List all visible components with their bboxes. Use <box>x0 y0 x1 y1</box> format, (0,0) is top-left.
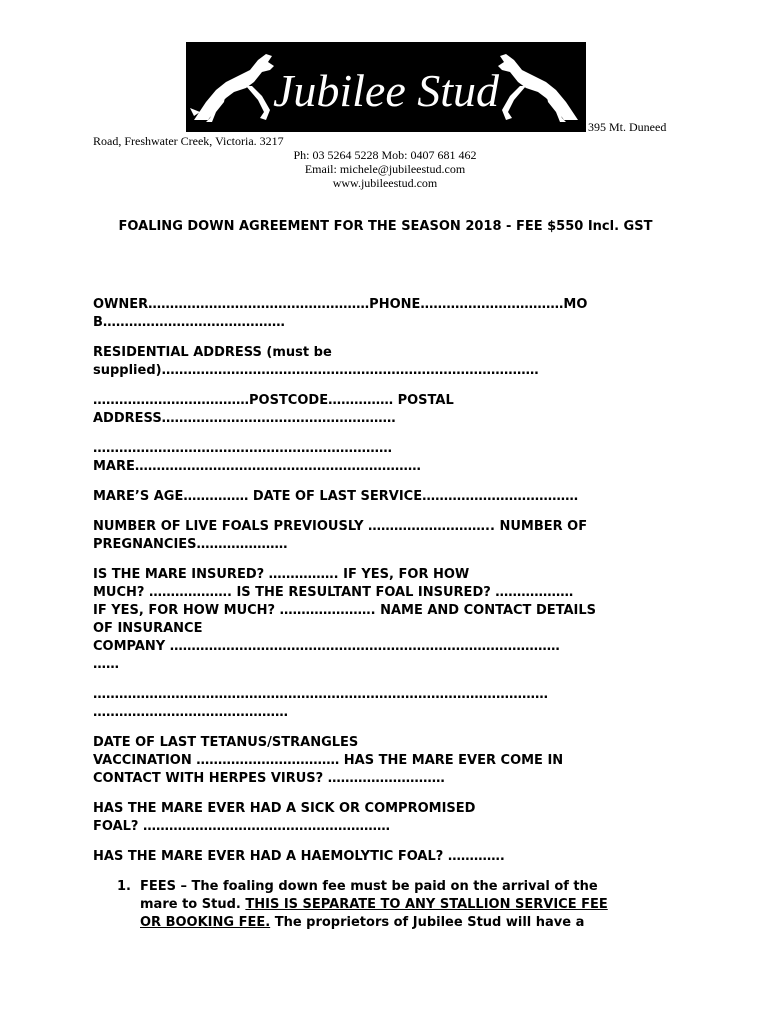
booking-fee-notice: OR BOOKING FEE. <box>140 915 271 930</box>
address-line-2: Road, Freshwater Creek, Victoria. 3217 <box>93 134 284 148</box>
sick-foal-line: FOAL? ………………………………………………… <box>93 819 390 834</box>
mobile-line: B…………………………………… <box>93 315 285 330</box>
mare-age-line: MARE’S AGE…………… DATE OF LAST SERVICE……………………………… <box>93 489 579 504</box>
pregnancies-line: PREGNANCIES………………… <box>93 537 288 552</box>
postal-address-continued: …………………………………………………………… <box>93 441 392 456</box>
fees-line-3 <box>140 914 584 932</box>
insurance-company-line: COMPANY ……………………………………………………………………………… <box>93 639 560 654</box>
insurance-company-continued: …… <box>93 657 119 672</box>
fees-line-2-text: mare to Stud. <box>140 897 246 912</box>
postcode-line: ………………………………POSTCODE…………… POSTAL <box>93 393 454 408</box>
postal-address-line: ADDRESS……………………………………………… <box>93 411 396 426</box>
logo-wordmark: Jubilee Stud <box>272 65 500 116</box>
insurance-details-line: IF YES, FOR HOW MUCH? …………………. NAME AND CONTACT DETAILS <box>93 603 597 618</box>
herpes-line: CONTACT WITH HERPES VIRUS? ……………………… <box>93 771 445 786</box>
fees-line-1: FEES – The foaling down fee must be paid on the arrival of the <box>140 879 598 894</box>
fees-separate-notice: THIS IS SEPARATE TO ANY STALLION SERVICE FEE <box>245 897 608 912</box>
document-title: FOALING DOWN AGREEMENT FOR THE SEASON 2018 - FEE $550 Incl. GST <box>118 219 653 234</box>
website-line: www.jubileestud.com <box>332 176 438 190</box>
residential-address-label: RESIDENTIAL ADDRESS (must be <box>93 345 332 360</box>
haemolytic-foal-line: HAS THE MARE EVER HAD A HAEMOLYTIC FOAL? …………. <box>93 849 505 864</box>
residential-address-line: supplied)…………………………………………………………………………… <box>93 363 539 378</box>
insurance-label: OF INSURANCE <box>93 621 203 636</box>
foal-insured-line: MUCH? ………………. IS THE RESULTANT FOAL INSURED? ……………… <box>93 585 574 600</box>
item-number: 1. <box>117 879 131 894</box>
horse-left-icon <box>190 54 274 122</box>
vaccination-line: VACCINATION …………………………… HAS THE MARE EVER COME IN <box>93 753 564 768</box>
blank-line-2: ……………………………………… <box>93 705 288 720</box>
sick-foal-label: HAS THE MARE EVER HAD A SICK OR COMPROMISED <box>93 801 476 816</box>
mare-line: MARE………………………………………………………… <box>93 459 421 474</box>
owner-line: OWNER……………………………………………PHONE……………………………MO <box>93 297 588 312</box>
jubilee-stud-logo <box>186 42 586 132</box>
address-line-1: 395 Mt. Duneed <box>588 120 667 134</box>
blank-line-1: …………………………………………………………………………………………… <box>93 687 548 702</box>
tetanus-label: DATE OF LAST TETANUS/STRANGLES <box>93 735 359 750</box>
fees-line-2 <box>140 896 608 914</box>
live-foals-line: NUMBER OF LIVE FOALS PREVIOUSLY ……………………….. NUMBER OF <box>93 519 588 534</box>
email-line: Email: michele@jubileestud.com <box>304 162 466 176</box>
fees-line-3-text: The proprietors of Jubilee Stud will have a <box>270 915 585 930</box>
horse-right-icon <box>498 54 578 122</box>
phone-line: Ph: 03 5264 5228 Mob: 0407 681 462 <box>293 148 477 162</box>
mare-insured-line: IS THE MARE INSURED? ……………. IF YES, FOR HOW <box>93 567 470 582</box>
